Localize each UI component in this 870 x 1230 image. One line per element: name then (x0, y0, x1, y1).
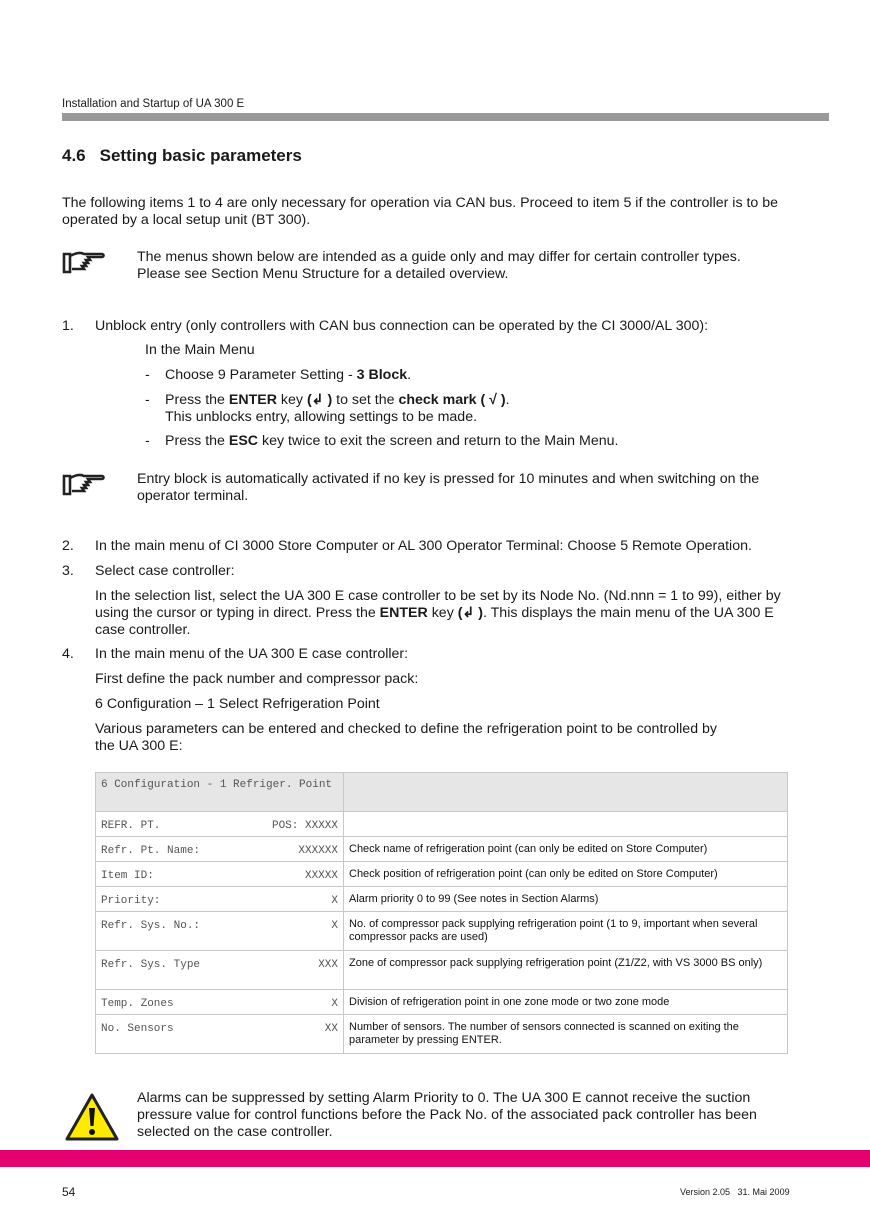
item-4-p2: 6 Configuration – 1 Select Refrigeration Point (95, 696, 380, 712)
param-value: XXX (318, 959, 338, 971)
parameter-table (95, 772, 788, 1054)
param-description (344, 812, 788, 837)
item-2-text: In the main menu of CI 3000 Store Computer or AL 300 Operator Terminal: Choose 5 Remote Operation. (95, 538, 752, 554)
param-description: No. of compressor pack supplying refrigeration point (1 to 9, important when several compressor packs are used) (344, 912, 788, 951)
note-entry-block: Entry block is automatically activated if no key is pressed for 10 minutes and when switching on the operator terminal. (137, 471, 760, 504)
step-choose: Choose 9 Parameter Setting - 3 Block. (165, 367, 412, 383)
pointing-hand-icon (62, 250, 106, 276)
param-value: POS: XXXXX (271, 820, 338, 832)
item-4-p1: First define the pack number and compressor pack: (95, 671, 419, 687)
table-row (96, 951, 788, 990)
section-number: 4.6 (62, 146, 86, 165)
section-title-text: Setting basic parameters (99, 146, 302, 165)
item-number: 2. (62, 538, 74, 554)
item-3-paragraph: In the selection list, select the UA 300 E case controller to be set by its Node No. (Nd.nnn = 1 to 99), either by using the cursor or typing in direct. Press the ENTER key (↲ ). This displays the main menu of the UA 300 E case controller. (95, 588, 781, 638)
param-label: Priority: (101, 895, 161, 907)
table-row (96, 862, 788, 887)
table-row (96, 887, 788, 912)
table-row (96, 1015, 788, 1054)
warning-icon (64, 1092, 120, 1142)
param-description: Zone of compressor pack supplying refrigeration point (Z1/Z2, with VS 3000 BS only) (344, 951, 788, 990)
running-header: Installation and Startup of UA 300 E (62, 98, 245, 110)
param-description: Check name of refrigeration point (can only be edited on Store Computer) (344, 837, 788, 862)
param-value: X (331, 998, 338, 1010)
intro-paragraph: The following items 1 to 4 are only necessary for operation via CAN bus. Proceed to item 5 if the controller is to be operated by a local setup unit (BT 300). (62, 195, 779, 228)
step-enter: Press the ENTER key (↲ ) to set the check mark ( √ ). This unblocks entry, allowing settings to be made. (165, 392, 510, 425)
bullet-dash: - (145, 392, 150, 408)
step-esc: Press the ESC key twice to exit the screen and return to the Main Menu. (165, 433, 619, 449)
item-number: 1. (62, 318, 74, 334)
item-number: 4. (62, 646, 74, 662)
header-rule (62, 113, 829, 121)
section-title (62, 147, 316, 164)
item-4-p3: Various parameters can be entered and checked to define the refrigeration point to be controlled by the UA 300 E: (95, 721, 718, 754)
item-1-sub: In the Main Menu (145, 342, 255, 358)
warning-text: Alarms can be suppressed by setting Alarm Priority to 0. The UA 300 E cannot receive the suction pressure value for control functions before the Pack No. of the associated pack controller has been selected on the case controller. (137, 1090, 757, 1140)
bullet-dash: - (145, 367, 150, 383)
table-header-row (96, 773, 788, 812)
bullet-dash: - (145, 433, 150, 449)
param-value: XXXXX (304, 870, 338, 882)
footer-bar (0, 1150, 870, 1167)
table-row (96, 837, 788, 862)
param-description: Check position of refrigeration point (can only be edited on Store Computer) (344, 862, 788, 887)
item-1-text: Unblock entry (only controllers with CAN bus connection can be operated by the CI 3000/AL 300): (95, 318, 709, 334)
param-value: X (331, 920, 338, 932)
param-value: X (331, 895, 338, 907)
param-value: XXXXXX (298, 845, 338, 857)
table-row (96, 990, 788, 1015)
pointing-hand-icon (62, 472, 106, 498)
param-description: Division of refrigeration point in one zone mode or two zone mode (344, 990, 788, 1015)
item-number: 3. (62, 563, 74, 579)
param-label: Refr. Pt. Name: (101, 845, 201, 857)
param-description: Alarm priority 0 to 99 (See notes in Section Alarms) (344, 887, 788, 912)
page-number: 54 (62, 1185, 76, 1199)
item-3-text: Select case controller: (95, 563, 235, 579)
version-info: Version 2.05 31. Mai 2009 (680, 1187, 790, 1197)
param-label: Item ID: (101, 870, 154, 882)
item-4-text: In the main menu of the UA 300 E case controller: (95, 646, 409, 662)
table-row (96, 912, 788, 951)
table-header: 6 Configuration - 1 Refriger. Point (96, 773, 344, 812)
param-value: XX (324, 1023, 338, 1035)
param-label: Refr. Sys. Type (101, 959, 201, 971)
param-label: No. Sensors (101, 1023, 174, 1035)
param-label: REFR. PT. (101, 820, 161, 832)
note-menus: The menus shown below are intended as a guide only and may differ for certain controller types. Please see Section Menu Structure for a detailed overview. (137, 249, 741, 282)
param-label: Temp. Zones (101, 998, 174, 1010)
table-row (96, 812, 788, 837)
param-description: Number of sensors. The number of sensors connected is scanned on exiting the parameter by pressing ENTER. (344, 1015, 788, 1054)
param-label: Refr. Sys. No.: (101, 920, 201, 932)
